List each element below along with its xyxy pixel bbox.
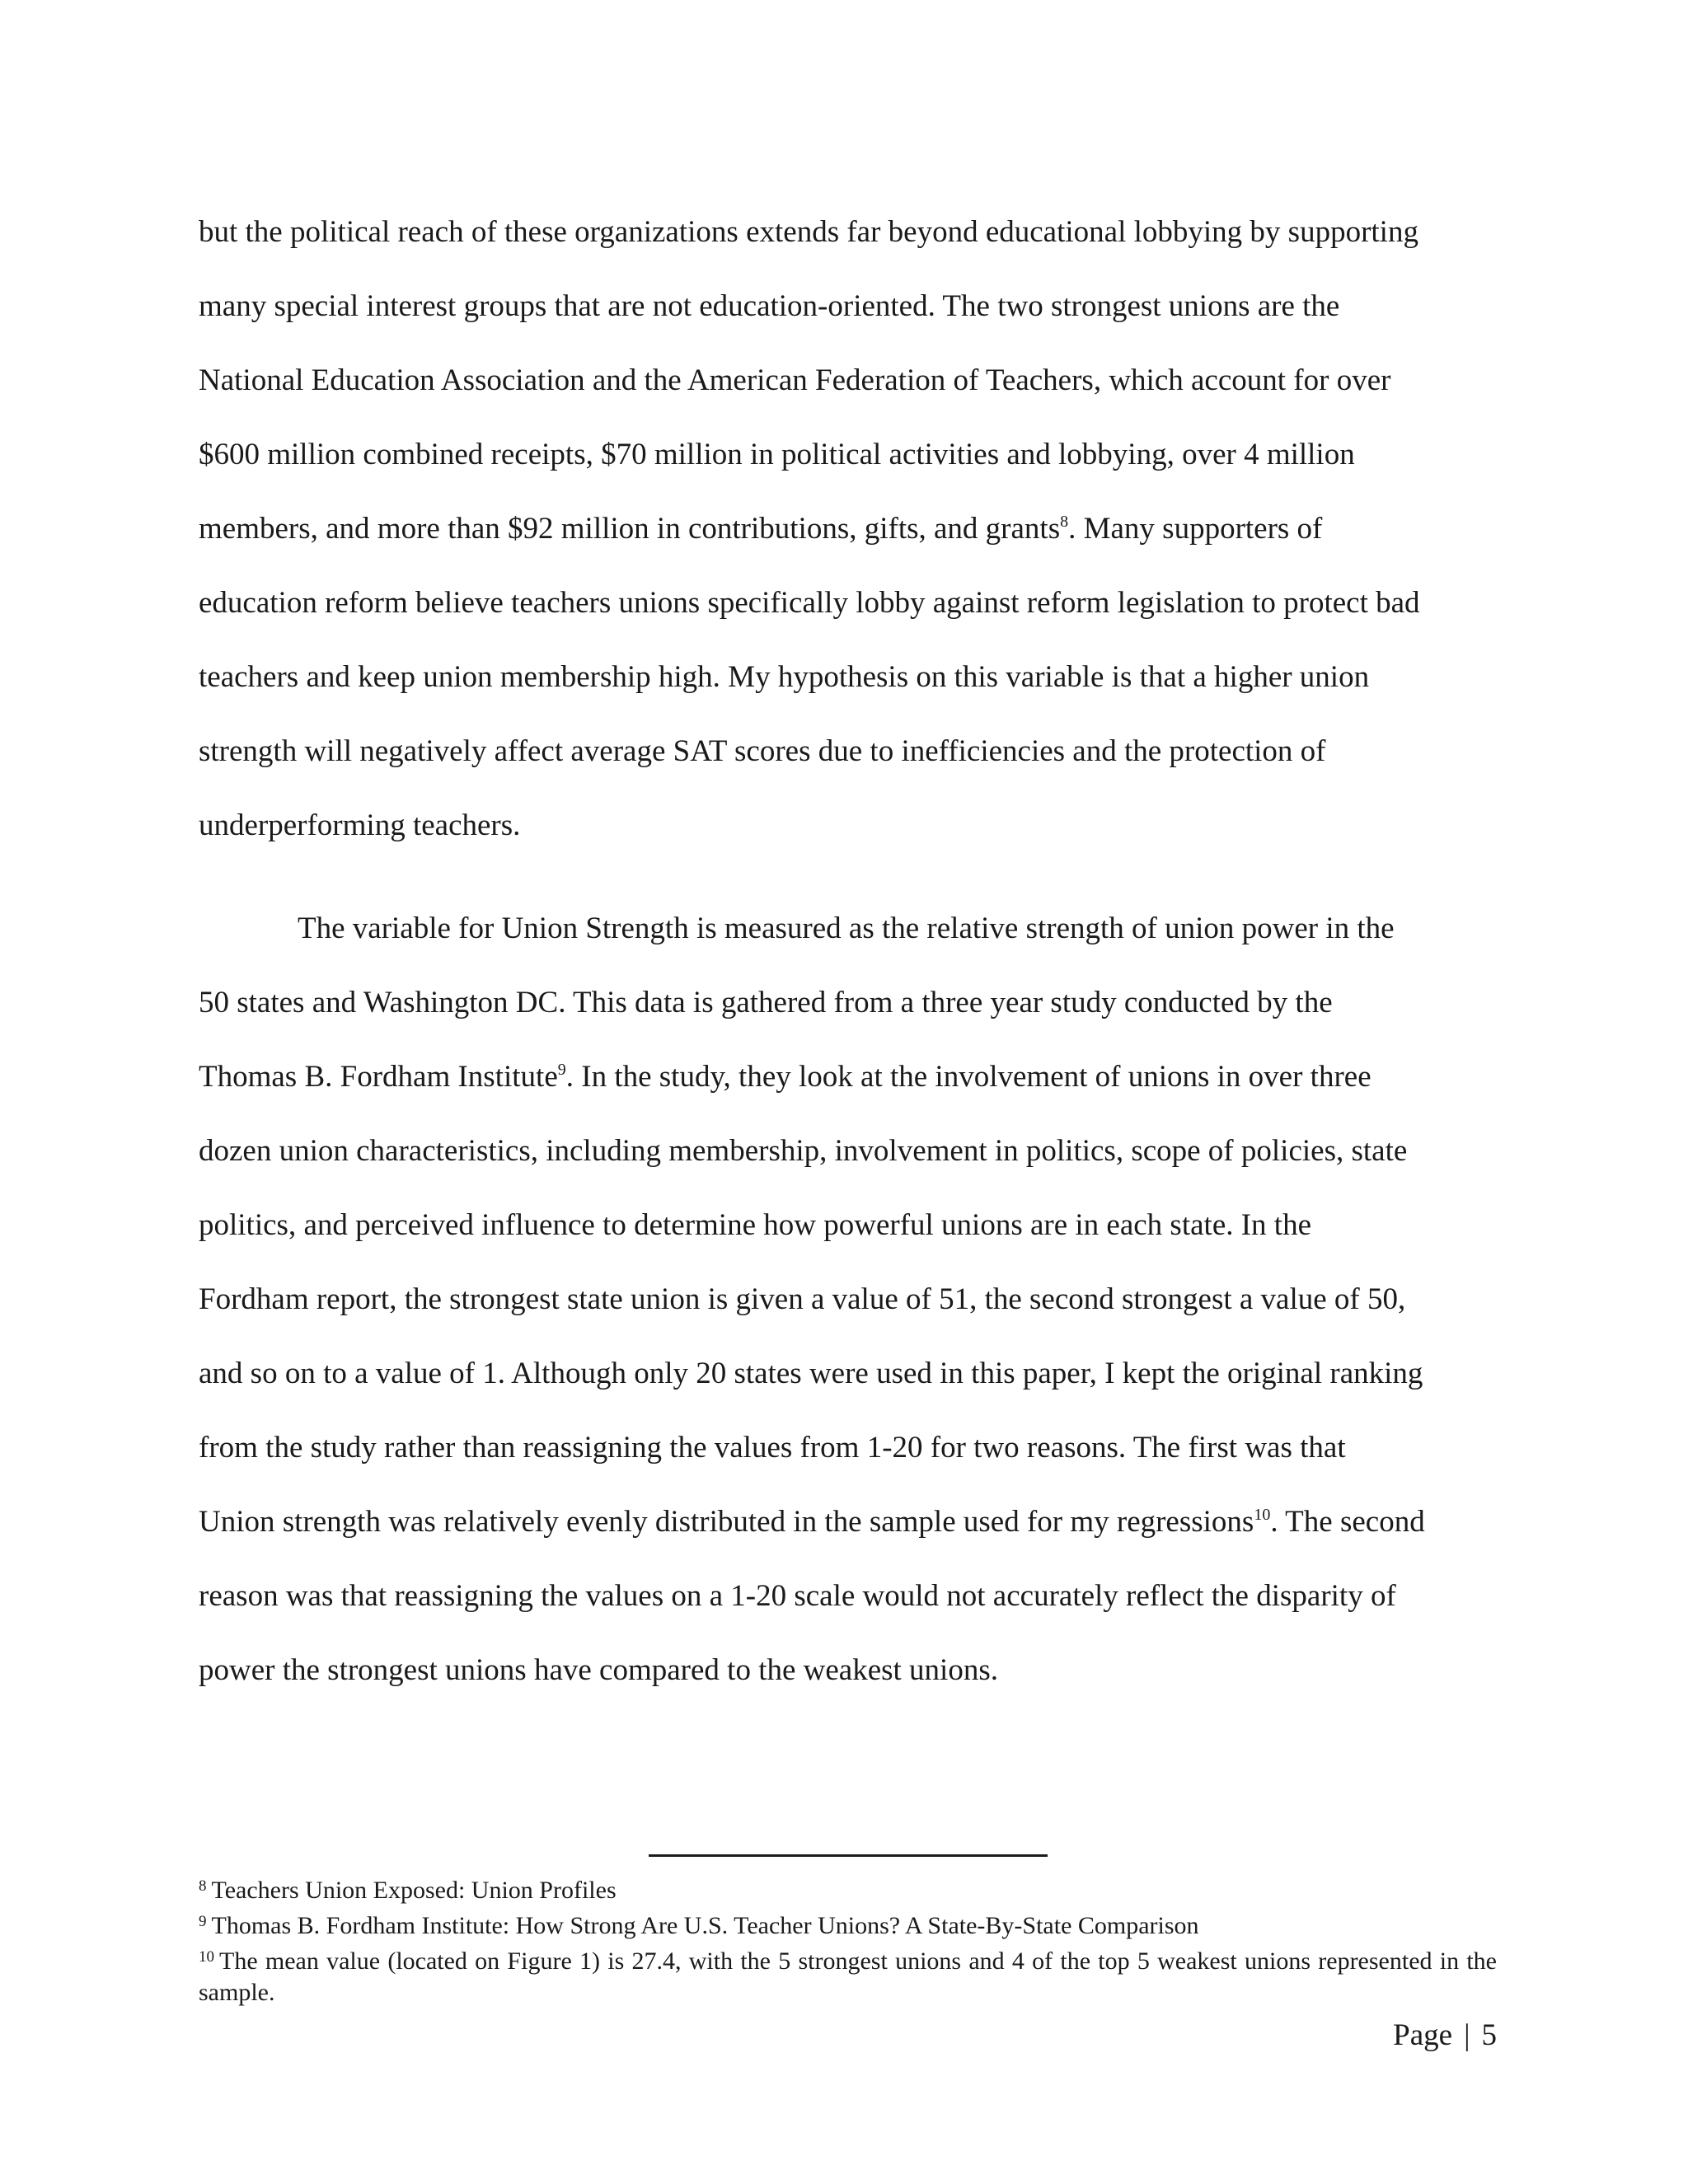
text-line: many special interest groups that are not education-oriented. The two strongest unions are the <box>199 289 1340 323</box>
page-number: 5 <box>1481 2018 1497 2052</box>
footnote-text: The mean value (located on Figure 1) is 27.4, with the 5 strongest unions and 4 of the top 5 weakest unions represented in the sample. <box>199 1947 1497 2006</box>
page-number-footer <box>1393 2015 1497 2056</box>
text-segment: members, and more than $92 million in contributions, gifts, and grants <box>199 512 1061 546</box>
text-line: politics, and perceived influence to determine how powerful unions are in each state. In the <box>199 1208 1312 1242</box>
text-line: National Education Association and the American Federation of Teachers, which account for over <box>199 363 1391 397</box>
text-line <box>199 1040 1497 1114</box>
footnote-reference[interactable]: 10 <box>1254 1506 1271 1524</box>
footnote-number: 8 <box>199 1877 207 1895</box>
paragraph-1 <box>199 195 1497 863</box>
page-label: Page <box>1393 2018 1453 2052</box>
footnote-text: Teachers Union Exposed: Union Profiles <box>211 1877 617 1904</box>
text-segment: Thomas B. Fordham Institute <box>199 1060 558 1094</box>
footnote-divider <box>649 1854 1048 1857</box>
text-line <box>199 492 1497 566</box>
text-line: strength will negatively affect average SAT scores due to inefficiencies and the protection of <box>199 734 1326 768</box>
footnotes <box>199 1871 1497 2008</box>
footnote-text: Thomas B. Fordham Institute: How Strong Are U.S. Teacher Unions? A State-By-State Comparison <box>211 1912 1199 1939</box>
footnote-8 <box>199 1871 1497 1906</box>
footnote-10 <box>199 1942 1497 2008</box>
page-separator: | <box>1464 2018 1470 2052</box>
footnote-number: 10 <box>199 1948 214 1966</box>
footnote-reference[interactable]: 9 <box>557 1061 566 1079</box>
paragraph-2 <box>199 892 1497 1708</box>
text-segment: Union strength was relatively evenly distributed in the sample used for my regressions <box>199 1505 1254 1539</box>
text-line: power the strongest unions have compared to the weakest unions. <box>199 1653 998 1687</box>
text-line: $600 million combined receipts, $70 million in political activities and lobbying, over 4 million <box>199 438 1355 471</box>
text-line: 50 states and Washington DC. This data is gathered from a three year study conducted by the <box>199 986 1333 1019</box>
footnote-reference[interactable]: 8 <box>1060 513 1069 531</box>
footnote-number: 9 <box>199 1913 207 1930</box>
text-line: but the political reach of these organizations extends far beyond educational lobbying by supporting <box>199 215 1418 249</box>
text-line: The variable for Union Strength is measured as the relative strength of union power in the <box>298 912 1395 945</box>
text-line: Fordham report, the strongest state union is given a value of 51, the second strongest a value of 50, <box>199 1282 1406 1316</box>
text-segment: . The second <box>1270 1505 1425 1539</box>
text-line: teachers and keep union membership high. My hypothesis on this variable is that a higher union <box>199 660 1370 694</box>
text-line: education reform believe teachers unions specifically lobby against reform legislation to protect bad <box>199 586 1420 620</box>
body-text <box>199 195 1497 1708</box>
text-line: underperforming teachers. <box>199 808 521 842</box>
text-line: from the study rather than reassigning the values from 1-20 for two reasons. The first was that <box>199 1431 1346 1465</box>
text-segment: . In the study, they look at the involvement of unions in over three <box>565 1060 1372 1094</box>
text-segment: . Many supporters of <box>1068 512 1323 546</box>
text-line: dozen union characteristics, including membership, involvement in politics, scope of policies, state <box>199 1134 1408 1168</box>
text-line: and so on to a value of 1. Although only 20 states were used in this paper, I kept the original ranking <box>199 1357 1423 1390</box>
text-line: reason was that reassigning the values on a 1-20 scale would not accurately reflect the disparity of <box>199 1579 1396 1613</box>
footnote-9 <box>199 1906 1497 1942</box>
text-line <box>199 1485 1497 1559</box>
